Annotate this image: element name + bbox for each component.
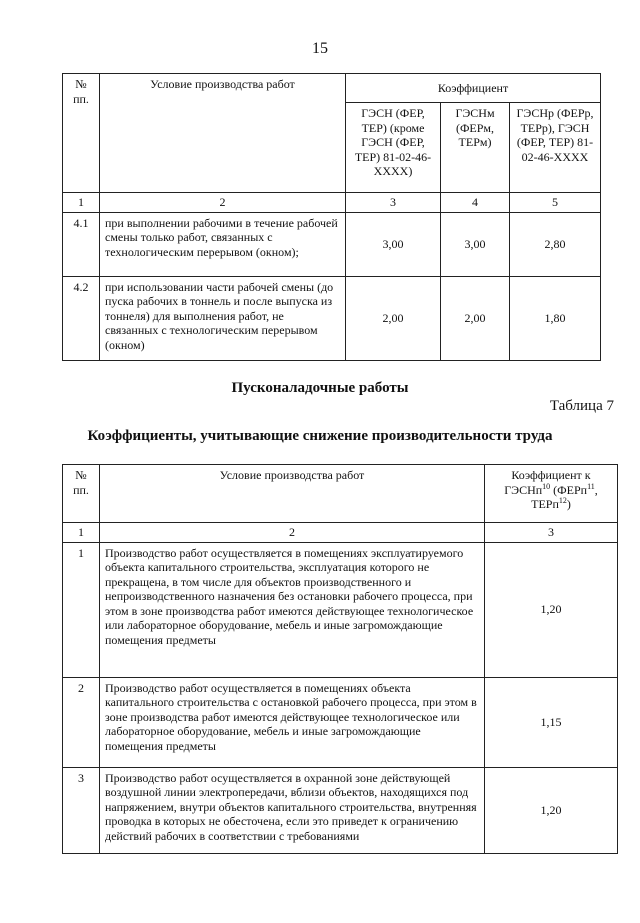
col-number: 2	[100, 523, 485, 543]
coef-text: , ТЕРп	[531, 482, 598, 511]
row-number: 3	[63, 767, 100, 853]
row-number: 1	[63, 542, 100, 677]
row-value: 1,20	[485, 542, 618, 677]
row-condition: при выполнении рабочими в течение рабочей смены только работ, связанных с технологическим перерывом (окном);	[100, 212, 346, 276]
header-gesnm: ГЭСНм (ФЕРм, ТЕРм)	[441, 103, 510, 193]
header-no: № пп.	[63, 465, 100, 523]
row-condition: Производство работ осуществляется в охранной зоне действующей воздушной линии электропередачи, вблизи объектов, находящихся под напряжением, внутри объектов капитального строительства, внутренняя проводка в которых не обесточена, если это приведет к ограничению действий рабочих в соответствии с требованиями	[100, 767, 485, 853]
row-number: 2	[63, 677, 100, 767]
coef-text: )	[566, 497, 571, 511]
col-number: 3	[346, 193, 441, 213]
row-condition: при использовании части рабочей смены (до пуска рабочих в тоннель и после выпуска из тоннеля) для выполнения работ, не связанных с технологическим перерывом (окном)	[100, 276, 346, 360]
row-value: 3,00	[346, 212, 441, 276]
footnote-ref: 10	[542, 481, 551, 491]
footnote-ref: 11	[587, 481, 595, 491]
row-value: 1,80	[510, 276, 601, 360]
header-condition: Условие производства работ	[100, 465, 485, 523]
coef-text: (ФЕРп	[550, 482, 588, 497]
coef-text: Коэффициент к ГЭСНп	[504, 468, 591, 497]
table-label: Таблица 7	[549, 398, 614, 414]
page-number: 15	[312, 40, 328, 57]
row-number: 4.2	[63, 276, 100, 360]
row-value: 2,80	[510, 212, 601, 276]
header-coefficient: Коэффициент	[346, 74, 601, 103]
row-value: 2,00	[441, 276, 510, 360]
table-row	[63, 212, 601, 276]
row-value: 3,00	[441, 212, 510, 276]
table-row	[63, 542, 618, 677]
header-condition: Условие производства работ	[100, 74, 346, 193]
header-gesn: ГЭСН (ФЕР, ТЕР) (кроме ГЭСН (ФЕР, ТЕР) 81-02-46-XXXX)	[346, 103, 441, 193]
table-row	[63, 677, 618, 767]
col-number: 4	[441, 193, 510, 213]
col-number: 5	[510, 193, 601, 213]
coefficients-table-tunnel	[62, 73, 601, 361]
row-condition: Производство работ осуществляется в помещениях эксплуатируемого объекта капитального строительства, эксплуатация которого не прекращена, в том числе для объектов производственного и непроизводственного назначения без остановки рабочего процесса, при этом в зоне производства работ имеются действующее технологическое или лабораторное оборудование, мебель и иные загромождающие помещения предметы	[100, 542, 485, 677]
header-gesnr: ГЭСНр (ФЕРр, ТЕРр), ГЭСН (ФЕР, ТЕР) 81-02-46-XXXX	[510, 103, 601, 193]
col-number: 3	[485, 523, 618, 543]
col-number: 1	[63, 193, 100, 213]
table-row	[63, 767, 618, 853]
row-condition: Производство работ осуществляется в помещениях объекта капитального строительства с остановкой рабочего процесса, при этом в зоне производства работ имеются действующее технологическое или лабораторное оборудование, мебель и иные загромождающие помещения предметы	[100, 677, 485, 767]
col-number: 1	[63, 523, 100, 543]
row-number: 4.1	[63, 212, 100, 276]
header-no: № пп.	[63, 74, 100, 193]
footnote-ref: 12	[558, 496, 567, 505]
table-title: Коэффициенты, учитывающие снижение производительности труда	[87, 428, 553, 444]
table-row	[63, 276, 601, 360]
row-value: 1,20	[485, 767, 618, 853]
header-coefficient	[485, 465, 618, 523]
row-value: 2,00	[346, 276, 441, 360]
col-number: 2	[100, 193, 346, 213]
row-value: 1,15	[485, 677, 618, 767]
section-title: Пусконаладочные работы	[231, 380, 409, 396]
coefficients-table-commissioning	[62, 464, 618, 854]
